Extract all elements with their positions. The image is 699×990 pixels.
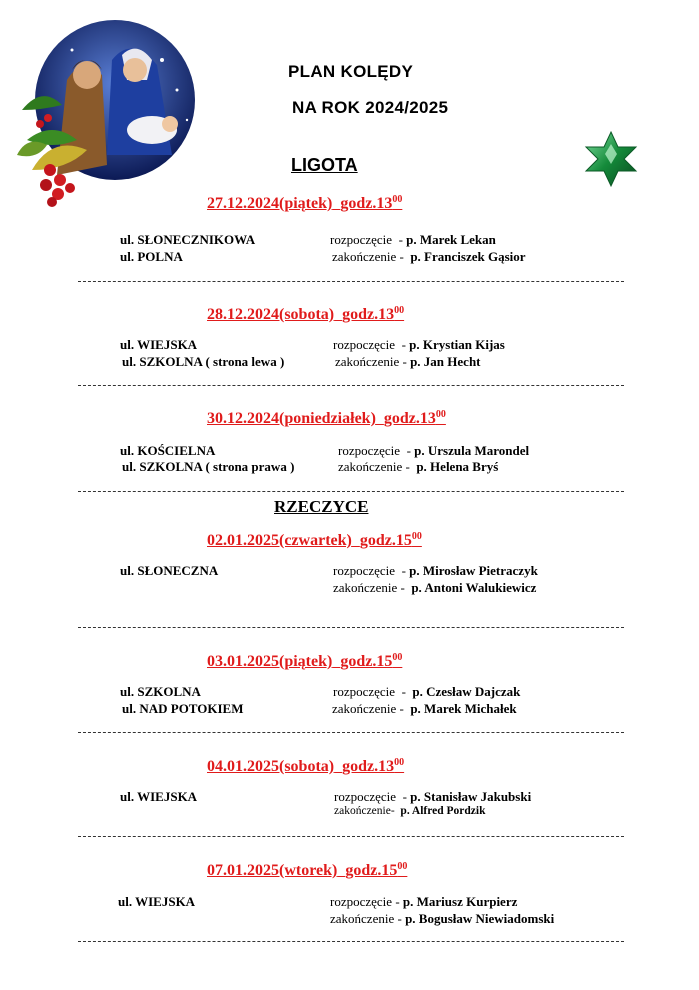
visit-date: 30.12.2024(poniedziałek) $godz.13^{00}$ <box>207 409 446 427</box>
page-subtitle: NA ROK 2024/2025 <box>292 98 449 117</box>
separator <box>78 491 624 492</box>
start-person: rozpoczęcie - p. Mariusz Kurpierz <box>330 894 518 909</box>
visit-date: 27.12.2024(piątek) $godz.13^{00}$ <box>207 194 403 212</box>
separator <box>78 627 624 628</box>
visit-date: 28.12.2024(sobota) $godz.13^{00}$ <box>207 305 405 323</box>
separator <box>78 281 624 282</box>
section-heading-ligota: LIGOTA <box>291 155 358 175</box>
street-name: ul. POLNA <box>120 249 183 264</box>
page-title: PLAN KOLĘDY <box>288 62 414 81</box>
visit-date: 04.01.2025(sobota) $godz.13^{00}$ <box>207 757 405 775</box>
start-person: rozpoczęcie - p. Mirosław Pietraczyk <box>333 563 538 578</box>
street-name: ul. SŁONECZNIKOWA <box>120 232 256 247</box>
start-person: rozpoczęcie - p. Marek Lekan <box>330 232 496 247</box>
star-icon <box>582 130 640 188</box>
end-person: zakończenie - p. Antoni Walukiewicz <box>333 580 537 595</box>
separator <box>78 941 624 942</box>
visit-date: 03.01.2025(piątek) $godz.15^{00}$ <box>207 652 403 670</box>
nativity-image <box>12 20 202 210</box>
separator <box>78 732 624 733</box>
street-name: ul. WIEJSKA <box>118 894 196 909</box>
start-person: rozpoczęcie - p. Krystian Kijas <box>333 337 505 352</box>
end-person: zakończenie - p. Bogusław Niewiadomski <box>330 911 555 926</box>
street-name: ul. WIEJSKA <box>120 789 198 804</box>
street-name: ul. SŁONECZNA <box>120 563 219 578</box>
street-name: ul. SZKOLNA <box>120 684 201 699</box>
street-name: ul. WIEJSKA <box>120 337 198 352</box>
visit-date: 07.01.2025(wtorek) $godz.15^{00}$ <box>207 861 408 879</box>
street-name: ul. KOŚCIELNA <box>120 443 216 458</box>
separator <box>78 836 624 837</box>
end-person: zakończenie - p. Franciszek Gąsior <box>332 249 526 264</box>
start-person: rozpoczęcie - p. Czesław Dajczak <box>333 684 521 699</box>
separator <box>78 385 624 386</box>
end-person: zakończenie- p. Alfred Pordzik <box>334 805 486 817</box>
street-name: ul. SZKOLNA ( strona lewa ) <box>122 354 285 369</box>
end-person: zakończenie - p. Marek Michałek <box>332 701 517 716</box>
street-name: ul. SZKOLNA ( strona prawa ) <box>122 459 295 474</box>
end-person: zakończenie - p. Helena Bryś <box>338 459 499 474</box>
start-person: rozpoczęcie - p. Stanisław Jakubski <box>334 789 532 804</box>
start-person: rozpoczęcie - p. Urszula Marondel <box>338 443 530 458</box>
street-name: ul. NAD POTOKIEM <box>122 701 244 716</box>
end-person: zakończenie - p. Jan Hecht <box>335 354 481 369</box>
section-heading-rzeczyce: RZECZYCE <box>274 497 369 516</box>
visit-date: 02.01.2025(czwartek) $godz.15^{00}$ <box>207 531 422 549</box>
